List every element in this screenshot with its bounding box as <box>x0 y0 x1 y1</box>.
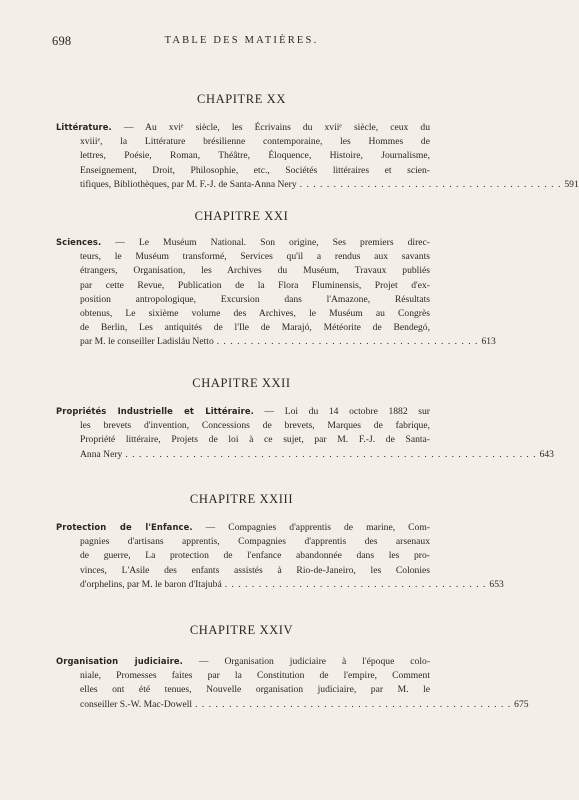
entry-page-number: 591 <box>564 178 579 190</box>
dot-leader: . . . . . . . . . . . . . . . . . . . . . . . . . . . . . . . . . . . . . . . . . . . . . . . . . . . . . . . . . . . . . <box>125 448 537 460</box>
entry-line: les brevets d'invention, Concessions de brevets, Marques de fabrique, <box>80 420 430 432</box>
entry-page-number: 643 <box>539 448 554 460</box>
chapter-heading: CHAPITRE XXIV <box>189 623 294 637</box>
entry-page-number: 613 <box>481 336 496 348</box>
entry-last-line: conseiller S.-W. Mac-Dowell . . . . . . . . . . . . . . . . . . . . . . . . . . . . . . . . . . . . . . . . . . . . . . . 675 <box>52 698 430 712</box>
entry-line: xviiiᵉ, la Littérature brésilienne contemporaine, les Hommes de <box>80 136 430 148</box>
entry-line: de guerre, La protection de l'enfance abandonnée dans les pro- <box>80 550 430 562</box>
entry-line: de Berlin, Les antiquités de l'Ile de Marajó, Météorite de Bendegó, <box>80 322 430 334</box>
toc-entry <box>52 520 504 592</box>
entry-line: étrangers, Organisation, les Archives du Muséum, Travaux publiés <box>80 265 430 277</box>
dot-leader: . . . . . . . . . . . . . . . . . . . . . . . . . . . . . . . . . . . . . . . <box>216 336 479 348</box>
entry-last-line: tifiques, Bibliothèques, par M. F.-J. de Santa-Anna Nery . . . . . . . . . . . . . . . . . . . . . . . . . . . . . . . . . . . . . . . 591 <box>52 178 430 192</box>
entry-line: Littérature. — Au xviᵉ siècle, les Écrivains du xviiᵉ siècle, ceux du <box>56 122 430 133</box>
entry-page-number: 675 <box>514 698 529 710</box>
toc-entry <box>52 404 554 462</box>
dot-leader: . . . . . . . . . . . . . . . . . . . . . . . . . . . . . . . . . . . . . . . <box>299 178 562 190</box>
entry-line: position antropologique, Excursion dans l'Amazone, Résultats <box>80 293 430 305</box>
entry-last-line: par M. le conseiller Ladisláu Netto . . . . . . . . . . . . . . . . . . . . . . . . . . . . . . . . . . . . . . . 613 <box>52 335 430 349</box>
entry-line: elles ont été tenues, Nouvelle organisation judiciaire, par M. le <box>80 684 430 696</box>
entry-line: Enseignement, Droit, Philosophie, etc., Sociétés littéraires et scien- <box>80 164 430 176</box>
dot-leader: . . . . . . . . . . . . . . . . . . . . . . . . . . . . . . . . . . . . . . . <box>224 578 487 590</box>
chapter-heading: CHAPITRE XXII <box>192 376 291 390</box>
entry-last-line: Anna Nery . . . . . . . . . . . . . . . . . . . . . . . . . . . . . . . . . . . . . . . . . . . . . . . . . . . . . . . . . . . . . 643 <box>52 448 430 462</box>
entry-line: Protection de l'Enfance. — Compagnies d'apprentis de marine, Com- <box>56 522 431 533</box>
chapter-heading: CHAPITRE XXI <box>194 209 289 223</box>
entry-line: Propriété littéraire, Projets de loi à ce sujet, par M. F.-J. de Santa- <box>80 434 430 446</box>
page-header <box>52 34 431 50</box>
page-number: 698 <box>52 34 72 48</box>
entry-last-line: d'orphelins, par M. le baron d'Itajubá . . . . . . . . . . . . . . . . . . . . . . . . . . . . . . . . . . . . . . . 653 <box>52 578 430 592</box>
entry-page-number: 653 <box>489 578 504 590</box>
entry-line: vinces, L'Asile des enfants assistés à Rio-de-Janeiro, les Colonies <box>80 564 430 576</box>
toc-entry <box>52 235 496 350</box>
entry-line: Propriétés Industrielle et Littéraire. — Loi du 14 octobre 1882 sur <box>56 406 430 417</box>
entry-line: par cette Revue, Publication de la Flora Fluminensis, Projet d'ex- <box>80 279 430 291</box>
entry-line: Sciences. — Le Muséum National. Son origine, Ses premiers direc- <box>56 237 430 248</box>
entry-lead: Littérature. <box>56 122 112 132</box>
entry-line: Organisation judiciaire. — Organisation judiciaire à l'époque colo- <box>56 656 431 667</box>
toc-entry <box>52 654 529 712</box>
running-title: TABLE DES MATIÈRES. <box>164 35 319 46</box>
entry-line: obtenus, Le sixième volume des Archives, le Muséum au Congrès <box>80 308 430 320</box>
dot-leader: . . . . . . . . . . . . . . . . . . . . . . . . . . . . . . . . . . . . . . . . . . . . . . . <box>195 698 512 710</box>
entry-lead: Organisation judiciaire. <box>56 656 183 666</box>
entry-lead: Protection de l'Enfance. <box>56 522 193 532</box>
entry-line: niale, Promesses faites par la Constitution de l'empire, Comment <box>80 670 430 682</box>
toc-entry <box>52 120 579 192</box>
entry-lead: Propriétés Industrielle et Littéraire. <box>56 406 254 416</box>
entry-lead: Sciences. <box>56 237 102 247</box>
entry-line: lettres, Poésie, Roman, Théâtre, Éloquence, Histoire, Journalisme, <box>80 150 430 162</box>
entry-line: pagnies d'artisans apprentis, Compagnies d'apprentis des arsenaux <box>80 536 430 548</box>
entry-line: teurs, le Muséum transformé, Services qu'il a rendus aux savants <box>80 251 430 263</box>
chapter-heading: CHAPITRE XX <box>197 92 286 106</box>
chapter-heading: CHAPITRE XXIII <box>189 492 294 506</box>
